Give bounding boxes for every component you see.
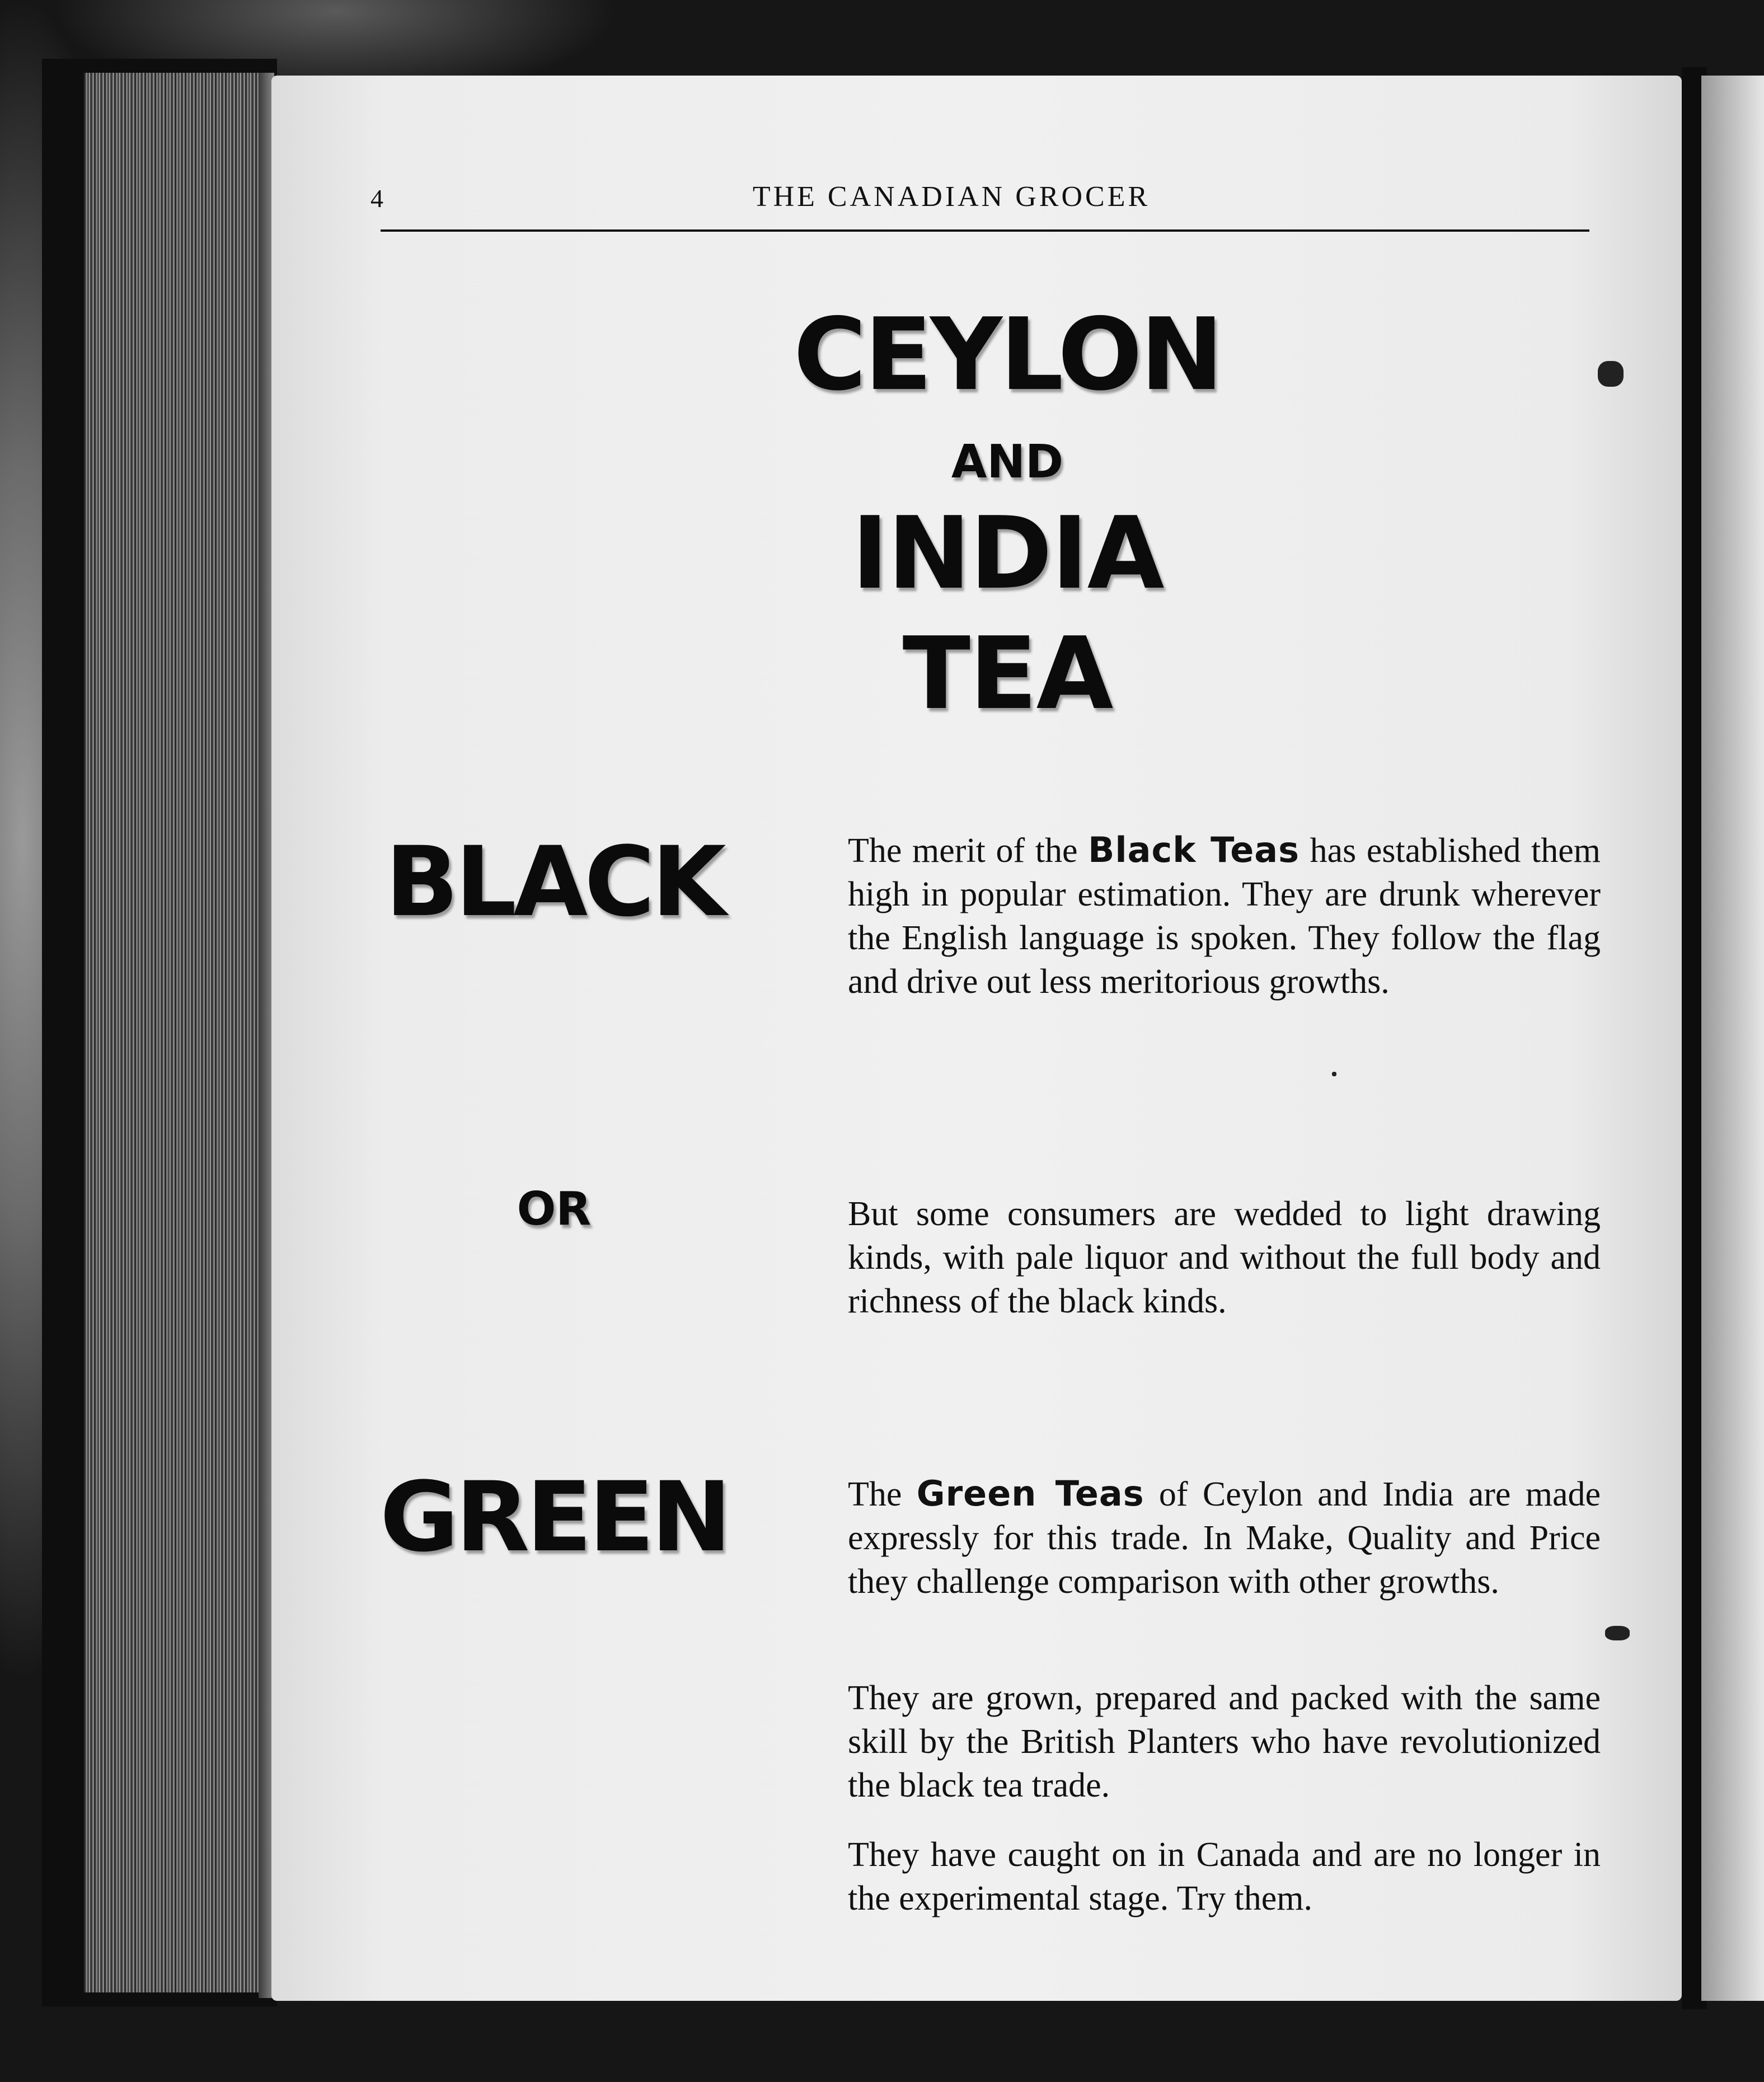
title-india: INDIA xyxy=(851,495,1164,611)
paragraph-black-teas xyxy=(848,828,1601,1004)
paragraph-text: has established them high in popular estimation. They are drunk wherever the English language is spoken. They follow the flag and drive out less meritorious growths. xyxy=(848,832,1601,1001)
title-and: AND xyxy=(951,435,1064,489)
page-number: 4 xyxy=(370,184,383,213)
emphasis-black-teas: Black Teas xyxy=(1088,829,1300,870)
emphasis-green-teas: Green Teas xyxy=(916,1473,1144,1514)
header-rule xyxy=(381,229,1589,232)
paragraph-text: The xyxy=(848,1475,917,1513)
scan-speck xyxy=(1332,1072,1336,1076)
scan-speck xyxy=(1598,361,1624,387)
page-edges xyxy=(84,73,269,1992)
title-ceylon: CEYLON xyxy=(793,297,1222,412)
next-page-edge xyxy=(1701,76,1764,2001)
paragraph-light-drawing: But some consumers are wedded to light drawing kinds, with pale liquor and without the full body and richness of the black kinds. xyxy=(848,1195,1601,1320)
title-tea: TEA xyxy=(902,616,1113,731)
scan-speck xyxy=(1605,1626,1630,1640)
paragraph-canada: They have caught on in Canada and are no longer in the experimental stage. Try them. xyxy=(848,1836,1601,1917)
side-word-green: GREEN xyxy=(379,1461,729,1573)
paragraph-text: The merit of the xyxy=(848,832,1089,870)
paragraph-green-teas xyxy=(848,1472,1601,1603)
side-word-or: OR xyxy=(517,1183,592,1236)
paragraph-british-planters: They are grown, prepared and packed with the same skill by the British Planters who have revolutionized the black tea trade. xyxy=(848,1679,1601,1804)
paragraph-text: of Ceylon and India are made expressly for this trade. In Make, Quality and Price they challenge comparison with other growths. xyxy=(848,1475,1601,1601)
running-head: THE CANADIAN GROCER xyxy=(752,181,1151,213)
side-word-black: BLACK xyxy=(385,826,723,938)
